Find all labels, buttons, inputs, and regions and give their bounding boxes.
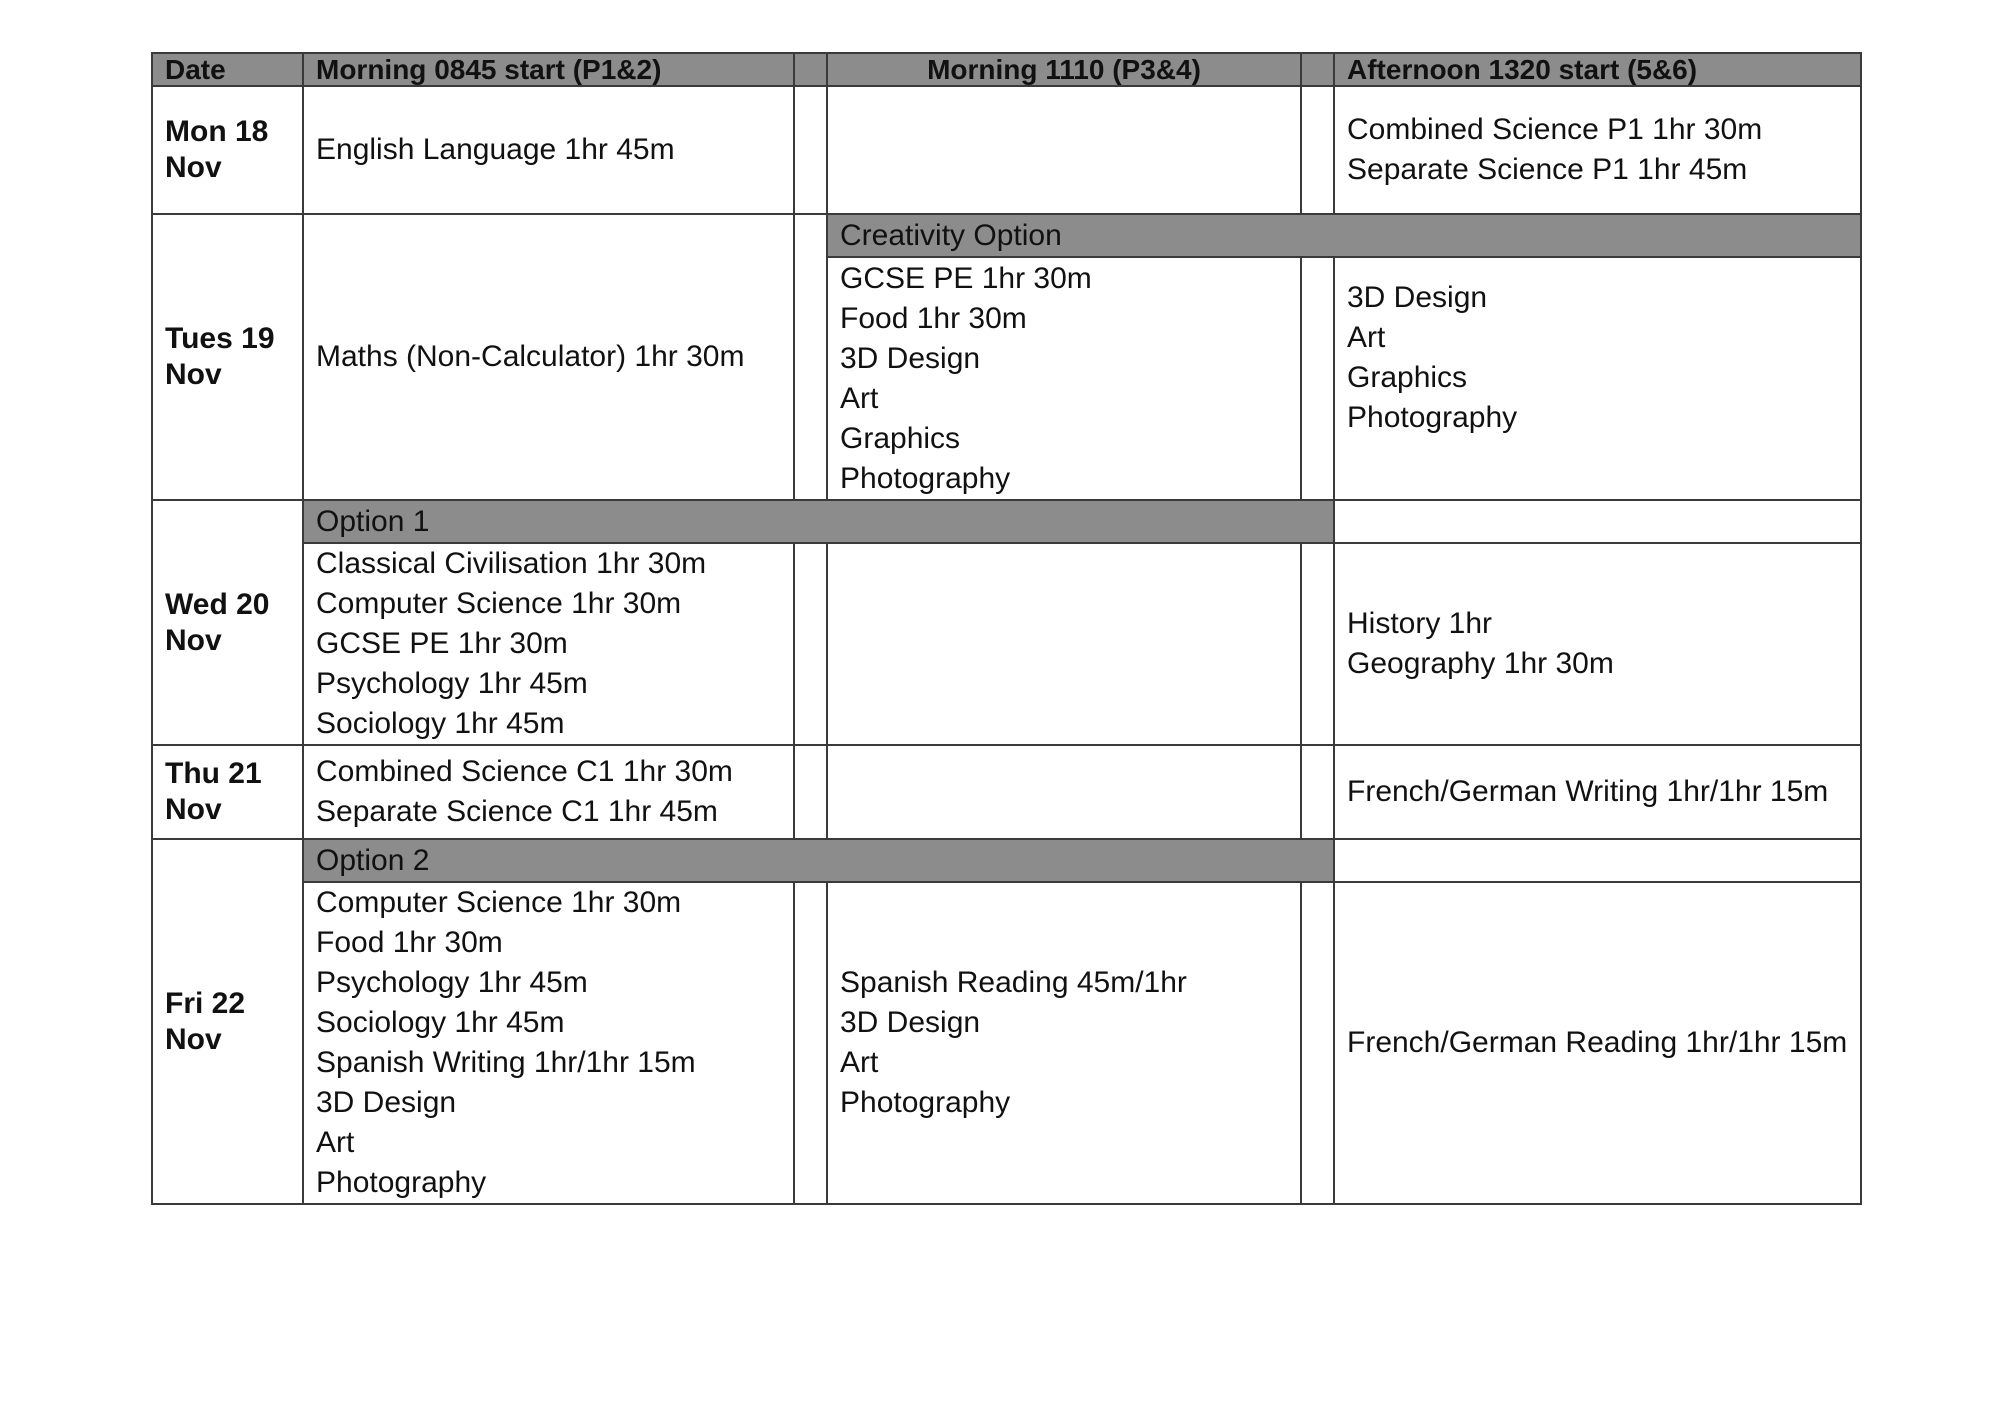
row-friday-options xyxy=(152,882,1861,1204)
exam-entry: Separate Science P1 1hr 45m xyxy=(1347,153,1748,186)
gap-cell xyxy=(794,86,827,214)
exam-entry: Art xyxy=(316,1126,355,1159)
gap-cell xyxy=(794,882,827,1204)
exam-entry: Separate Science C1 1hr 45m xyxy=(316,795,718,828)
exam-entry: History 1hr xyxy=(1347,607,1493,640)
row-tuesday xyxy=(152,214,1861,257)
exam-entry: English Language 1hr 45m xyxy=(316,133,675,166)
date-month: Nov xyxy=(165,623,222,657)
morning-2-cell xyxy=(827,882,1301,1204)
date-cell xyxy=(152,839,303,1204)
exam-entry: Art xyxy=(840,1046,879,1079)
gap-cell xyxy=(1301,882,1334,1204)
exam-entry: Classical Civilisation 1hr 30m xyxy=(316,547,707,580)
row-thursday xyxy=(152,745,1861,839)
afternoon-empty-cell xyxy=(1334,839,1861,882)
option-1-band: Option 1 xyxy=(303,500,1334,543)
exam-entry: Food 1hr 30m xyxy=(840,301,1027,335)
morning-1-cell xyxy=(303,745,794,839)
gap-cell xyxy=(1301,543,1334,745)
gap-cell xyxy=(794,543,827,745)
gap-cell xyxy=(1301,257,1334,500)
morning-1-cell xyxy=(303,882,794,1204)
date-month: Nov xyxy=(165,358,222,391)
exam-entry: Sociology 1hr 45m xyxy=(316,1006,565,1039)
gap-cell xyxy=(1301,86,1334,214)
morning-1-cell xyxy=(303,543,794,745)
exam-entry: Photography xyxy=(840,461,1011,495)
morning-1-cell xyxy=(303,214,794,500)
afternoon-cell xyxy=(1334,257,1861,500)
header-date: Date xyxy=(152,53,303,86)
morning-2-cell xyxy=(827,86,1301,214)
date-cell xyxy=(152,86,303,214)
date-month: Nov xyxy=(165,1022,222,1056)
exam-entry: GCSE PE 1hr 30m xyxy=(316,627,568,660)
exam-entry: Food 1hr 30m xyxy=(316,926,503,959)
date-cell xyxy=(152,745,303,839)
morning-1-cell xyxy=(303,86,794,214)
morning-2-cell xyxy=(827,543,1301,745)
header-gap xyxy=(794,53,827,86)
exam-entry: Computer Science 1hr 30m xyxy=(316,886,682,919)
exam-entry: Sociology 1hr 45m xyxy=(316,707,565,740)
header-morning-2: Morning 1110 (P3&4) xyxy=(827,53,1301,86)
option-2-band: Option 2 xyxy=(303,839,1334,882)
exam-entry: 3D Design xyxy=(1347,281,1488,314)
afternoon-cell xyxy=(1334,882,1861,1204)
exam-entry: GCSE PE 1hr 30m xyxy=(840,261,1092,295)
exam-entry: Art xyxy=(1347,321,1386,354)
row-monday xyxy=(152,86,1861,214)
afternoon-cell xyxy=(1334,543,1861,745)
exam-entry: Combined Science P1 1hr 30m xyxy=(1347,113,1763,146)
afternoon-empty-cell xyxy=(1334,500,1861,543)
date-day: Tues 19 xyxy=(165,322,275,355)
exam-entry: Maths (Non-Calculator) 1hr 30m xyxy=(316,340,745,373)
exam-entry: Computer Science 1hr 30m xyxy=(316,587,682,620)
exam-timetable xyxy=(151,52,1862,1205)
date-day: Thu 21 xyxy=(165,757,262,790)
header-afternoon: Afternoon 1320 start (5&6) xyxy=(1334,53,1861,86)
exam-entry: Spanish Reading 45m/1hr xyxy=(840,966,1187,999)
header-row xyxy=(152,53,1861,86)
exam-entry: Photography xyxy=(316,1166,487,1199)
exam-entry: Art xyxy=(840,381,879,415)
exam-entry: Graphics xyxy=(1347,361,1468,394)
date-day: Mon 18 xyxy=(165,115,269,148)
exam-entry: 3D Design xyxy=(840,341,981,375)
exam-entry: 3D Design xyxy=(840,1006,981,1039)
morning-2-cell xyxy=(827,745,1301,839)
gap-cell xyxy=(794,214,827,500)
date-day: Wed 20 xyxy=(165,587,270,621)
gap-cell xyxy=(1301,745,1334,839)
afternoon-cell xyxy=(1334,745,1861,839)
exam-entry: French/German Writing 1hr/1hr 15m xyxy=(1347,775,1829,808)
exam-entry: Combined Science C1 1hr 30m xyxy=(316,755,733,788)
date-month: Nov xyxy=(165,793,222,826)
row-wednesday xyxy=(152,500,1861,543)
exam-entry: Graphics xyxy=(840,421,961,455)
morning-2-cell xyxy=(827,257,1301,500)
exam-entry: 3D Design xyxy=(316,1086,457,1119)
header-morning-1: Morning 0845 start (P1&2) xyxy=(303,53,794,86)
exam-entry: Spanish Writing 1hr/1hr 15m xyxy=(316,1046,696,1079)
exam-entry: Photography xyxy=(1347,401,1518,434)
date-month: Nov xyxy=(165,151,222,184)
exam-entry: French/German Reading 1hr/1hr 15m xyxy=(1347,1026,1848,1059)
row-wednesday-options xyxy=(152,543,1861,745)
header-gap xyxy=(1301,53,1334,86)
date-day: Fri 22 xyxy=(165,986,246,1020)
date-cell xyxy=(152,214,303,500)
exam-entry: Photography xyxy=(840,1086,1011,1119)
exam-entry: Psychology 1hr 45m xyxy=(316,966,588,999)
date-cell xyxy=(152,500,303,745)
row-friday xyxy=(152,839,1861,882)
afternoon-cell xyxy=(1334,86,1861,214)
exam-entry: Geography 1hr 30m xyxy=(1347,647,1614,680)
creativity-option-band: Creativity Option xyxy=(827,214,1861,257)
exam-entry: Psychology 1hr 45m xyxy=(316,667,588,700)
gap-cell xyxy=(794,745,827,839)
